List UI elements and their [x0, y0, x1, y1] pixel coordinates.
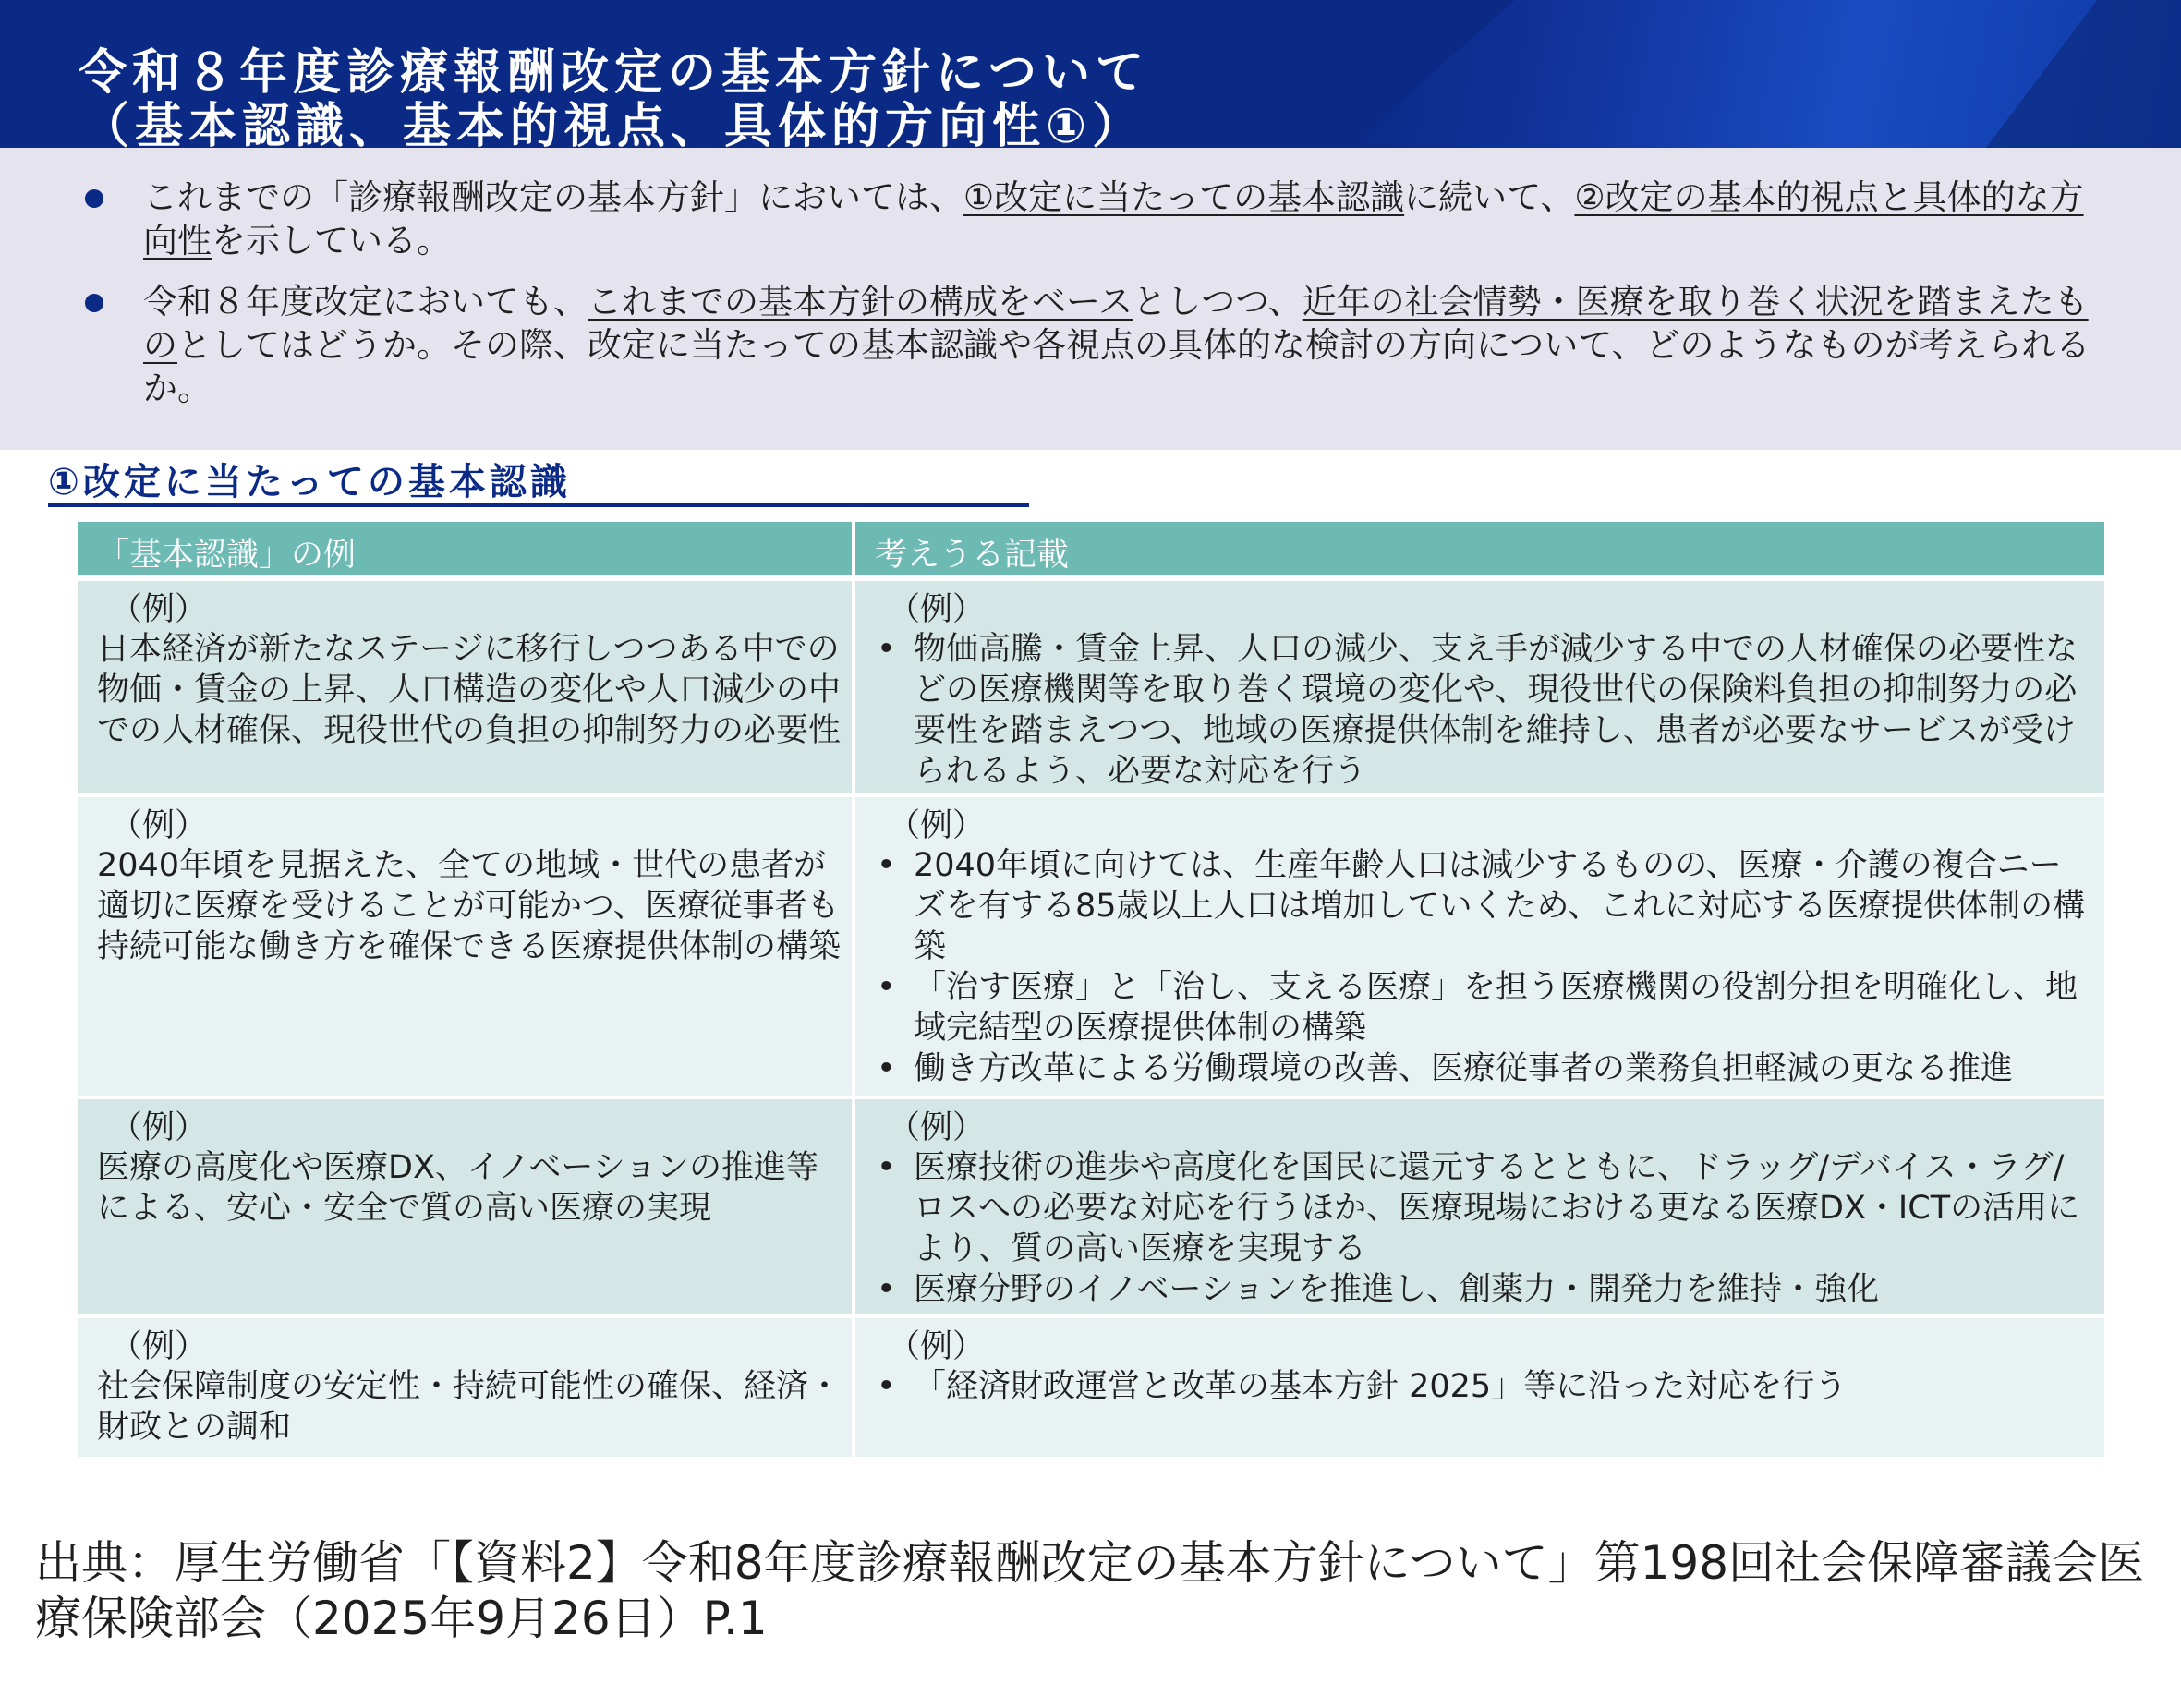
- intro-text: としつつ、: [1133, 282, 1303, 321]
- slide-header: [0, 0, 2181, 148]
- basic-recognition-table: [78, 522, 2104, 1460]
- description-list: [875, 629, 2086, 792]
- intro-text: を示している。: [212, 221, 451, 260]
- list-item: • 医療技術の進歩や高度化を国民に還元するとともに、ドラッグ/デバイス・ラグ/ロスへの必要な対応を行うほか、医療現場における更なる医療DX・ICTの活用により、質の高い医療を実現する: [875, 1147, 2086, 1269]
- source-citation: 出典：厚生労働省「【資料2】令和8年度診療報酬改定の基本方針について」第198回社会保障審議会医療保険部会（2025年9月26日）P.1: [35, 1536, 2145, 1645]
- table-row: [78, 1318, 2104, 1457]
- description-list: [875, 1147, 2086, 1310]
- example-label: （例）: [110, 591, 208, 628]
- bullet-dot-icon: [85, 189, 103, 208]
- list-item: • 2040年頃に向けては、生産年齢人口は減少するものの、医療・介護の複合ニーズを有する85歳以上人口は増加していくため、これに対応する医療提供体制の構築: [875, 845, 2086, 967]
- bullet-dot-icon: [85, 294, 103, 312]
- list-item: • 「治す医療」と「治し、支える医療」を担う医療機関の役割分担を明確化し、地域完結型の医療提供体制の構築: [875, 967, 2086, 1048]
- table-cell-example: [78, 797, 852, 1096]
- example-text: 2040年頃を見据えた、全ての地域・世代の患者が適切に医療を受けることが可能かつ、医療従事者も持続可能な働き方を確保できる医療提供体制の構築: [97, 847, 842, 965]
- table-cell-example: [78, 581, 852, 793]
- intro-text: としてはどうか。その際、改定に当たっての基本認識や各視点の具体的な検討の方向について、どのようなものが考えられるか。: [143, 325, 2090, 408]
- table-row: [78, 797, 2104, 1096]
- intro-paragraph-2: [143, 280, 2092, 410]
- intro-text: 令和８年度改定においても、: [143, 282, 588, 321]
- list-item: • 働き方改革による労働環境の改善、医療従事者の業務負担軽減の更なる推進: [875, 1048, 2086, 1089]
- example-text: 社会保障制度の安定性・持続可能性の確保、経済・財政との調和: [97, 1368, 842, 1446]
- table-header-cell: 「基本認識」の例: [78, 522, 852, 575]
- intro-underlined-text: ①改定に当たっての基本認識: [963, 177, 1405, 217]
- intro-text: これまでの「診療報酬改定の基本方針」においては、: [143, 177, 963, 217]
- table-cell-description: [855, 581, 2104, 793]
- table-cell-example: [78, 1099, 852, 1314]
- list-item: • 「経済財政運営と改革の基本方針 2025」等に沿った対応を行う: [875, 1366, 2086, 1407]
- table-cell-description: [855, 1318, 2104, 1457]
- table-cell-description: [855, 1099, 2104, 1314]
- table-cell-description: [855, 797, 2104, 1096]
- intro-underlined-text: ②改定の基本的視点と具体的な方向性: [143, 177, 2084, 260]
- table-row: [78, 1099, 2104, 1314]
- intro-text: に続いて、: [1404, 177, 1575, 217]
- list-item: • 医療分野のイノベーションを推進し、創薬力・開発力を維持・強化: [875, 1269, 2086, 1310]
- description-list: [875, 1366, 2086, 1407]
- intro-paragraph-1: [143, 176, 2092, 262]
- list-item: • 物価高騰・賃金上昇、人口の減少、支え手が減少する中での人材確保の必要性などの医療機関等を取り巻く環境の変化や、現役世代の保険料負担の抑制努力の必要性を踏まえつつ、地域の医療提供体制を維持し、患者が必要なサービスが受けられるよう、必要な対応を行う: [875, 629, 2086, 792]
- intro-underlined-text: 近年の社会情勢・医療を取り巻く状況を踏まえたもの: [143, 282, 2089, 365]
- slide-title-line1: 令和８年度診療報酬改定の基本方針について: [79, 45, 1149, 101]
- example-label: （例）: [888, 1109, 986, 1146]
- table-cell-example: [78, 1318, 852, 1457]
- table-header-cell: 考えうる記載: [855, 522, 2104, 575]
- example-text: 日本経済が新たなステージに移行しつつある中での物価・賃金の上昇、人口構造の変化や人口減少の中での人材確保、現役世代の負担の抑制努力の必要性: [97, 631, 842, 749]
- section-heading: ①改定に当たっての基本認識: [48, 461, 571, 503]
- description-list: [875, 845, 2086, 1089]
- slide-title-line2: （基本認識、基本的視点、具体的方向性①）: [81, 99, 1146, 148]
- example-label: （例）: [110, 1328, 208, 1365]
- example-label: （例）: [110, 807, 208, 844]
- intro-underlined-text: これまでの基本方針の構成をベース: [588, 282, 1133, 321]
- example-label: （例）: [888, 591, 986, 628]
- section-heading-rule: [48, 503, 1029, 507]
- example-label: （例）: [110, 1109, 208, 1146]
- example-label: （例）: [888, 807, 986, 844]
- table-row: [78, 581, 2104, 793]
- table-header-row: [78, 522, 2104, 575]
- example-text: 医療の高度化や医療DX、イノベーションの推進等による、安心・安全で質の高い医療の実現: [97, 1149, 819, 1227]
- example-label: （例）: [888, 1328, 986, 1365]
